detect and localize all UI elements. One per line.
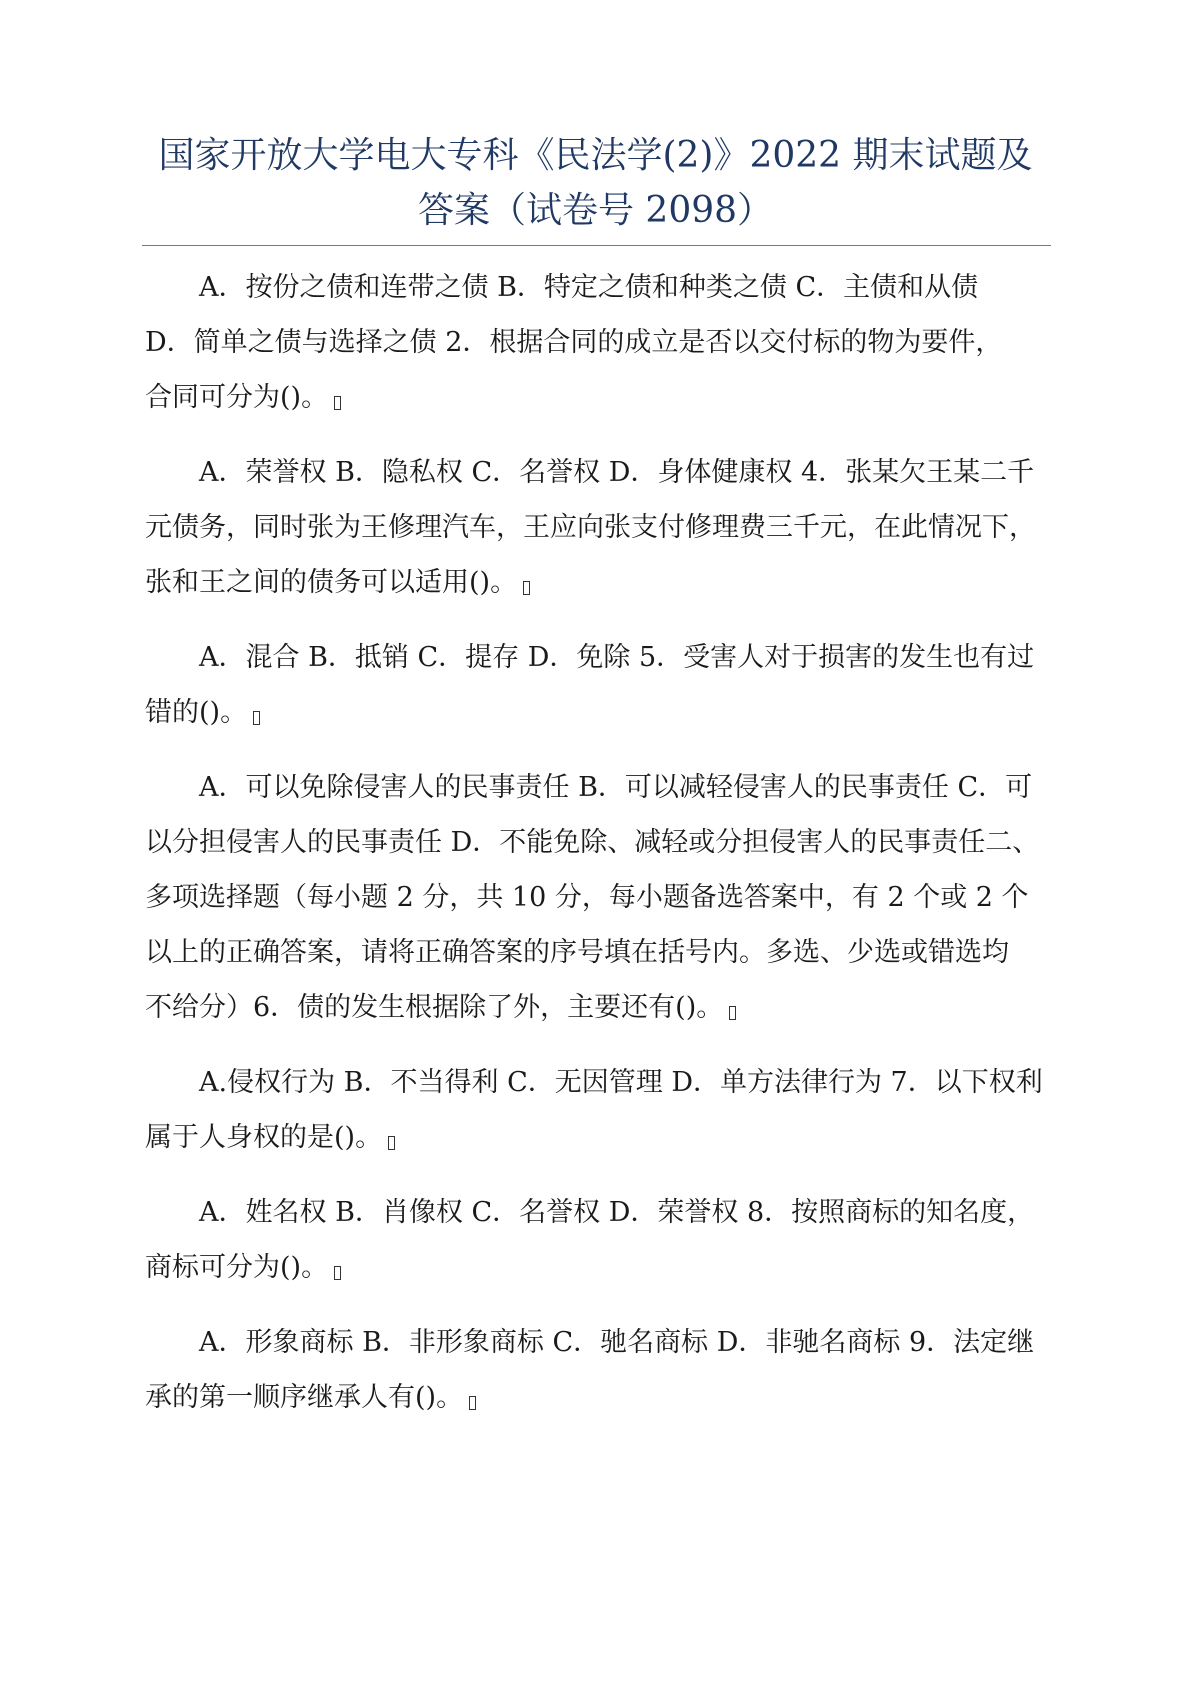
paragraph xyxy=(145,760,1075,1035)
paragraph-mark-icon xyxy=(334,1266,341,1280)
text-line: A．姓名权 B．肖像权 C．名誉权 D．荣誉权 8．按照商标的知名度， xyxy=(199,1197,1035,1228)
text-line: 商标可分为()。 xyxy=(145,1252,329,1283)
text-line: A．形象商标 B．非形象商标 C．驰名商标 D．非驰名商标 9．法定继 xyxy=(199,1327,1035,1358)
text-line: 合同可分为()。 xyxy=(145,382,329,413)
paragraph xyxy=(145,1185,1075,1295)
text-line: A.侵权行为 B．不当得利 C．无因管理 D．单方法律行为 7．以下权利 xyxy=(199,1067,1043,1098)
text-line: 以分担侵害人的民事责任 D．不能免除、减轻或分担侵害人的民事责任二、 xyxy=(145,827,1040,858)
paragraph xyxy=(145,1315,1075,1425)
text-line: 多项选择题（每小题 2 分，共 10 分，每小题备选答案中，有 2 个或 2 个 xyxy=(145,882,1029,913)
text-line: A．可以免除侵害人的民事责任 B．可以减轻侵害人的民事责任 C．可 xyxy=(199,772,1033,803)
paragraph-mark-icon xyxy=(388,1136,395,1150)
paragraph-mark-icon xyxy=(253,711,260,725)
paragraph-mark-icon xyxy=(334,396,341,410)
document-title xyxy=(130,128,1061,238)
text-line: A．混合 B．抵销 C．提存 D．免除 5．受害人对于损害的发生也有过 xyxy=(199,642,1035,673)
text-line: 不给分）6．债的发生根据除了外，主要还有()。 xyxy=(145,992,724,1023)
paragraph-mark-icon xyxy=(523,581,530,595)
text-line: 以上的正确答案，请将正确答案的序号填在括号内。多选、少选或错选均 xyxy=(145,937,1009,968)
title-line-2: 答案（试卷号 2098） xyxy=(417,190,774,231)
document-body xyxy=(145,260,1075,1445)
paragraph xyxy=(145,1055,1075,1165)
paragraph xyxy=(145,630,1075,740)
title-divider xyxy=(142,245,1051,246)
text-line: 张和王之间的债务可以适用()。 xyxy=(145,567,518,598)
text-line: 属于人身权的是()。 xyxy=(145,1122,383,1153)
paragraph-mark-icon xyxy=(729,1006,736,1020)
text-line: 元债务，同时张为王修理汽车，王应向张支付修理费三千元，在此情况下， xyxy=(145,512,1036,543)
title-line-1: 国家开放大学电大专科《民法学(2)》2022 期末试题及 xyxy=(158,135,1033,176)
text-line: A．荣誉权 B．隐私权 C．名誉权 D．身体健康权 4．张某欠王某二千 xyxy=(199,457,1035,488)
paragraph-mark-icon xyxy=(469,1396,476,1410)
text-line: A．按份之债和连带之债 B．特定之债和种类之债 C．主债和从债 xyxy=(199,272,979,303)
text-line: 承的第一顺序继承人有()。 xyxy=(145,1382,464,1413)
text-line: 错的()。 xyxy=(145,697,248,728)
paragraph xyxy=(145,260,1075,425)
text-line: D．简单之债与选择之债 2．根据合同的成立是否以交付标的物为要件， xyxy=(145,327,1003,358)
paragraph xyxy=(145,445,1075,610)
